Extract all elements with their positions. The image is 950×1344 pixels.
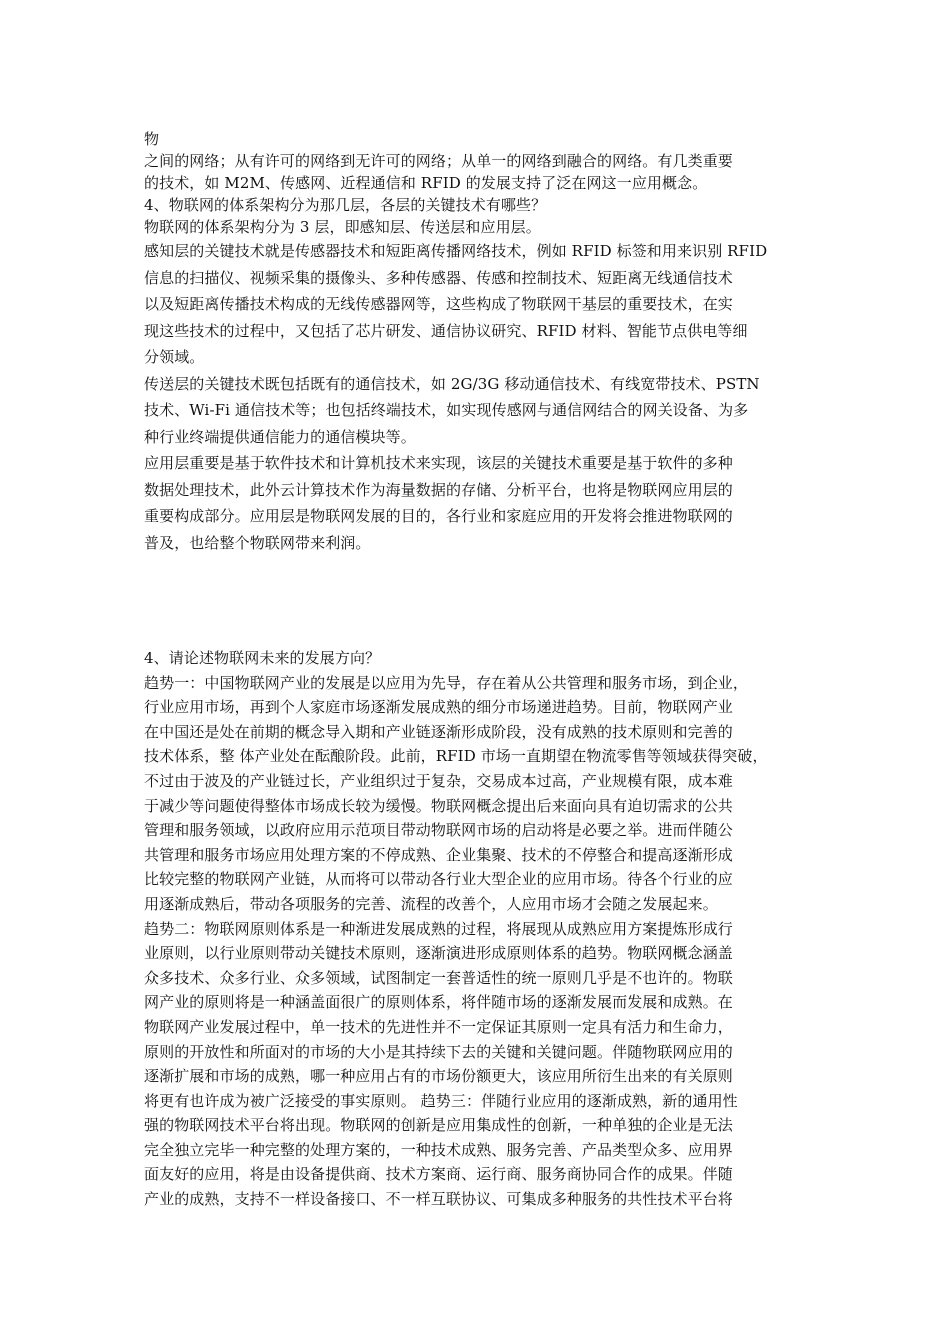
text-line: 重要构成部分。应用层是物联网发展的目的，各行业和家庭应用的开发将会推进物联网的 <box>144 507 733 525</box>
text-line: 强的物联网技术平台将出现。物联网的创新是应用集成性的创新，一种单独的企业是无法 <box>144 1116 733 1135</box>
text-line: 于减少等问题使得整体市场成长较为缓慢。物联网概念提出后来面向具有迫切需求的公共 <box>144 796 733 815</box>
text-line: 之间的网络；从有许可的网络到无许可的网络；从单一的网络到融合的网络。有几类重要 <box>144 152 733 170</box>
text-line: 信息的扫描仪、视频采集的摄像头、多种传感器、传感和控制技术、短距离无线通信技术 <box>144 268 733 287</box>
question-heading: 4、物联网的体系架构分为那几层，各层的关键技术有哪些？ <box>144 196 547 214</box>
text-line: 现这些技术的过程中，又包括了芯片研发、通信协议研究、RFID 材料、智能节点供电等细 <box>144 321 748 340</box>
text-line: 完全独立完毕一种完整的处理方案的，一种技术成熟、服务完善、产品类型众多、应用界 <box>144 1140 733 1159</box>
text-line: 物联网产业发展过程中，单一技术的先进性并不一定保证其原则一定具有活力和生命力， <box>144 1017 733 1036</box>
text-line: 的技术，如 M2M、传感网、近程通信和 RFID 的发展支持了泛在网这一应用概念。 <box>144 174 708 192</box>
text-line: 物 <box>144 130 160 148</box>
text-line: 网产业的原则将是一种涵盖面很广的原则体系，将伴随市场的逐渐发展而发展和成熟。在 <box>144 993 733 1012</box>
text-line: 传送层的关键技术既包括既有的通信技术，如 2G/3G 移动通信技术、有线宽带技术、PSTN <box>144 374 760 393</box>
text-line: 应用层重要是基于软件技术和计算机技术来实现，该层的关键技术重要是基于软件的多种 <box>144 454 733 472</box>
text-section-architecture <box>144 128 822 556</box>
text-line: 技术、Wi-Fi 通信技术等；也包括终端技术，如实现传感网与通信网结合的网关设备、为多 <box>144 401 749 419</box>
question-heading: 4、请论述物联网未来的发展方向？ <box>144 649 381 667</box>
text-line: 技术体系，整 体产业处在酝酿阶段。此前，RFID 市场一直期望在物流零售等领域获得突破， <box>144 747 768 766</box>
text-line: 感知层的关键技术就是传感器技术和短距离传播网络技术，例如 RFID 标签和用来识别 RFID <box>144 242 768 260</box>
text-line: 比较完整的物联网产业链，从而将可以带动各行业大型企业的应用市场。待各个行业的应 <box>144 870 733 889</box>
text-line: 趋势二：物联网原则体系是一种渐进发展成熟的过程，将展现从成熟应用方案提炼形成行 <box>144 919 733 938</box>
text-line: 分领域。 <box>144 348 205 366</box>
text-line: 数据处理技术，此外云计算技术作为海量数据的存储、分析平台，也将是物联网应用层的 <box>144 480 733 499</box>
text-line: 在中国还是处在前期的概念导入期和产业链逐渐形成阶段，没有成熟的技术原则和完善的 <box>144 722 733 741</box>
text-line: 用逐渐成熟后，带动各项服务的完善、流程的改善个，人应用市场才会随之发展起来。 <box>144 894 718 913</box>
text-line: 面友好的应用，将是由设备提供商、技术方案商、运行商、服务商协同合作的成果。伴随 <box>144 1165 733 1184</box>
text-line: 趋势一：中国物联网产业的发展是以应用为先导，存在着从公共管理和服务市场，到企业， <box>144 673 749 692</box>
text-line: 不过由于波及的产业链过长，产业组织过于复杂，交易成本过高，产业规模有限，成本难 <box>144 771 733 790</box>
text-line: 种行业终端提供通信能力的通信模块等。 <box>144 427 416 446</box>
text-line: 以及短距离传播技术构成的无线传感器网等，这些构成了物联网干基层的重要技术，在实 <box>144 295 733 313</box>
text-line: 业原则，以行业原则带动关键技术原则，逐渐演进形成原则体系的趋势。物联网概念涵盖 <box>144 944 733 963</box>
text-line: 物联网的体系架构分为 3 层，即感知层、传送层和应用层。 <box>144 218 541 236</box>
text-line: 普及，也给整个物联网带来利润。 <box>144 533 371 552</box>
text-line: 原则的开放性和所面对的市场的大小是其持续下去的关键和关键问题。伴随物联网应用的 <box>144 1042 733 1061</box>
text-line: 将更有也许成为被广泛接受的事实原则。 趋势三：伴随行业应用的逐渐成熟，新的通用性 <box>144 1091 738 1110</box>
text-line: 众多技术、众多行业、众多领域，试图制定一套普适性的统一原则几乎是不也许的。物联 <box>144 968 733 987</box>
text-line: 行业应用市场，再到个人家庭市场逐渐发展成熟的细分市场递进趋势。目前，物联网产业 <box>144 698 733 717</box>
text-line: 共管理和服务市场应用处理方案的不停成熟、企业集聚、技术的不停整合和提高逐渐形成 <box>144 845 733 864</box>
text-section-future-trends <box>144 646 822 1212</box>
text-line: 管理和服务领域，以政府应用示范项目带动物联网市场的启动将是必要之举。进而伴随公 <box>144 821 733 840</box>
text-line: 产业的成熟，支持不一样设备接口、不一样互联协议、可集成多种服务的共性技术平台将 <box>144 1190 733 1209</box>
text-line: 逐渐扩展和市场的成熟，哪一种应用占有的市场份额更大，该应用所衍生出来的有关原则 <box>144 1067 733 1086</box>
